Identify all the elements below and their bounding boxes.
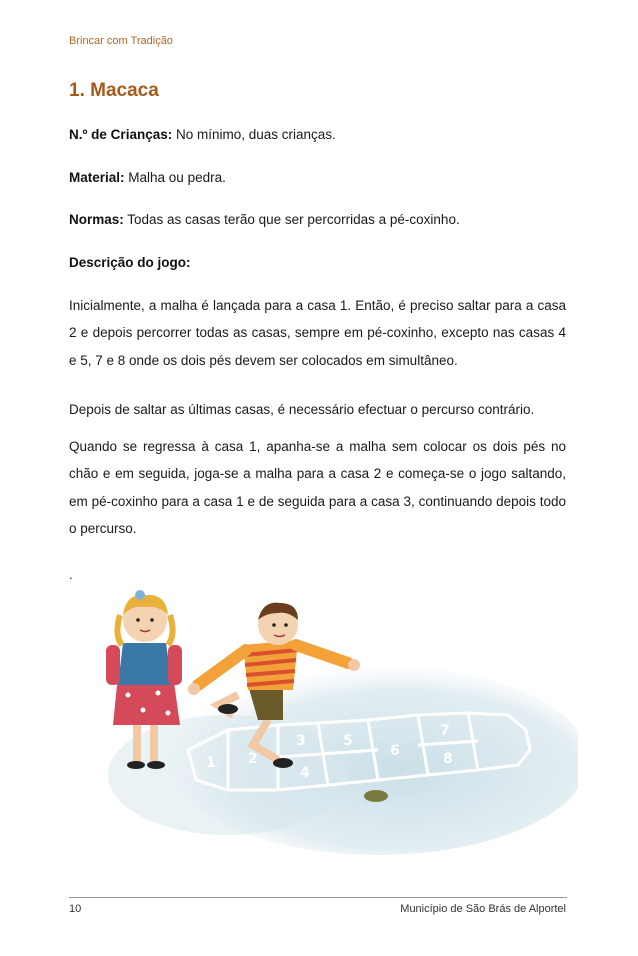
paragraph-3: Quando se regressa à casa 1, apanha-se a malha sem colocar os dois pés no chão e em seguida, joga-se a malha para a casa 2 e começa-se o jogo saltando, em pé-coxinho para a casa 1 e de seguida para a casa 3, continuando depois todo o percurso. xyxy=(69,439,566,536)
section-title: 1. Macaca xyxy=(69,80,159,101)
children-count-label: N.º de Crianças: xyxy=(69,127,173,142)
paragraph-2: Depois de saltar as últimas casas, é necessário efectuar o percurso contrário. xyxy=(69,402,535,417)
footer-rule xyxy=(69,897,567,898)
paragraph-1: Inicialmente, a malha é lançada para a casa 1. Então, é preciso saltar para a casa 2 e depois percorrer todas as casas, sempre em pé-coxinho, excepto nas casas 4 e 5, 7 e 8 onde os dois pés devem ser colocados em simultâneo. xyxy=(69,298,566,368)
stray-mark: . xyxy=(69,567,73,582)
material-label: Material: xyxy=(69,170,125,185)
hopscotch-number-8: 8 xyxy=(443,751,453,767)
hopscotch-number-4: 4 xyxy=(300,765,310,781)
children-count-value: No mínimo, duas crianças. xyxy=(172,127,336,142)
running-header: Brincar com Tradição xyxy=(69,35,173,47)
rules-label: Normas: xyxy=(69,212,124,227)
hopscotch-number-7: 7 xyxy=(440,723,450,739)
description-heading-label: Descrição do jogo: xyxy=(69,255,191,270)
rules-field xyxy=(69,211,460,229)
rules-value: Todas as casas terão que ser percorridas a pé-coxinho. xyxy=(123,212,460,227)
hopscotch-number-2: 2 xyxy=(248,751,258,767)
children-count-field xyxy=(69,126,336,144)
hopscotch-number-6: 6 xyxy=(390,743,400,759)
hopscotch-number-1: 1 xyxy=(206,755,216,771)
material-value: Malha ou pedra. xyxy=(124,170,226,185)
page-number: 10 xyxy=(69,903,82,915)
stone xyxy=(364,790,388,802)
hopscotch-number-5: 5 xyxy=(343,733,353,749)
hopscotch-illustration xyxy=(78,585,578,855)
footer-text: Município de São Brás de Alportel xyxy=(400,903,566,915)
material-field xyxy=(69,169,226,187)
hopscotch-number-3: 3 xyxy=(296,733,306,749)
description-heading xyxy=(69,254,191,272)
